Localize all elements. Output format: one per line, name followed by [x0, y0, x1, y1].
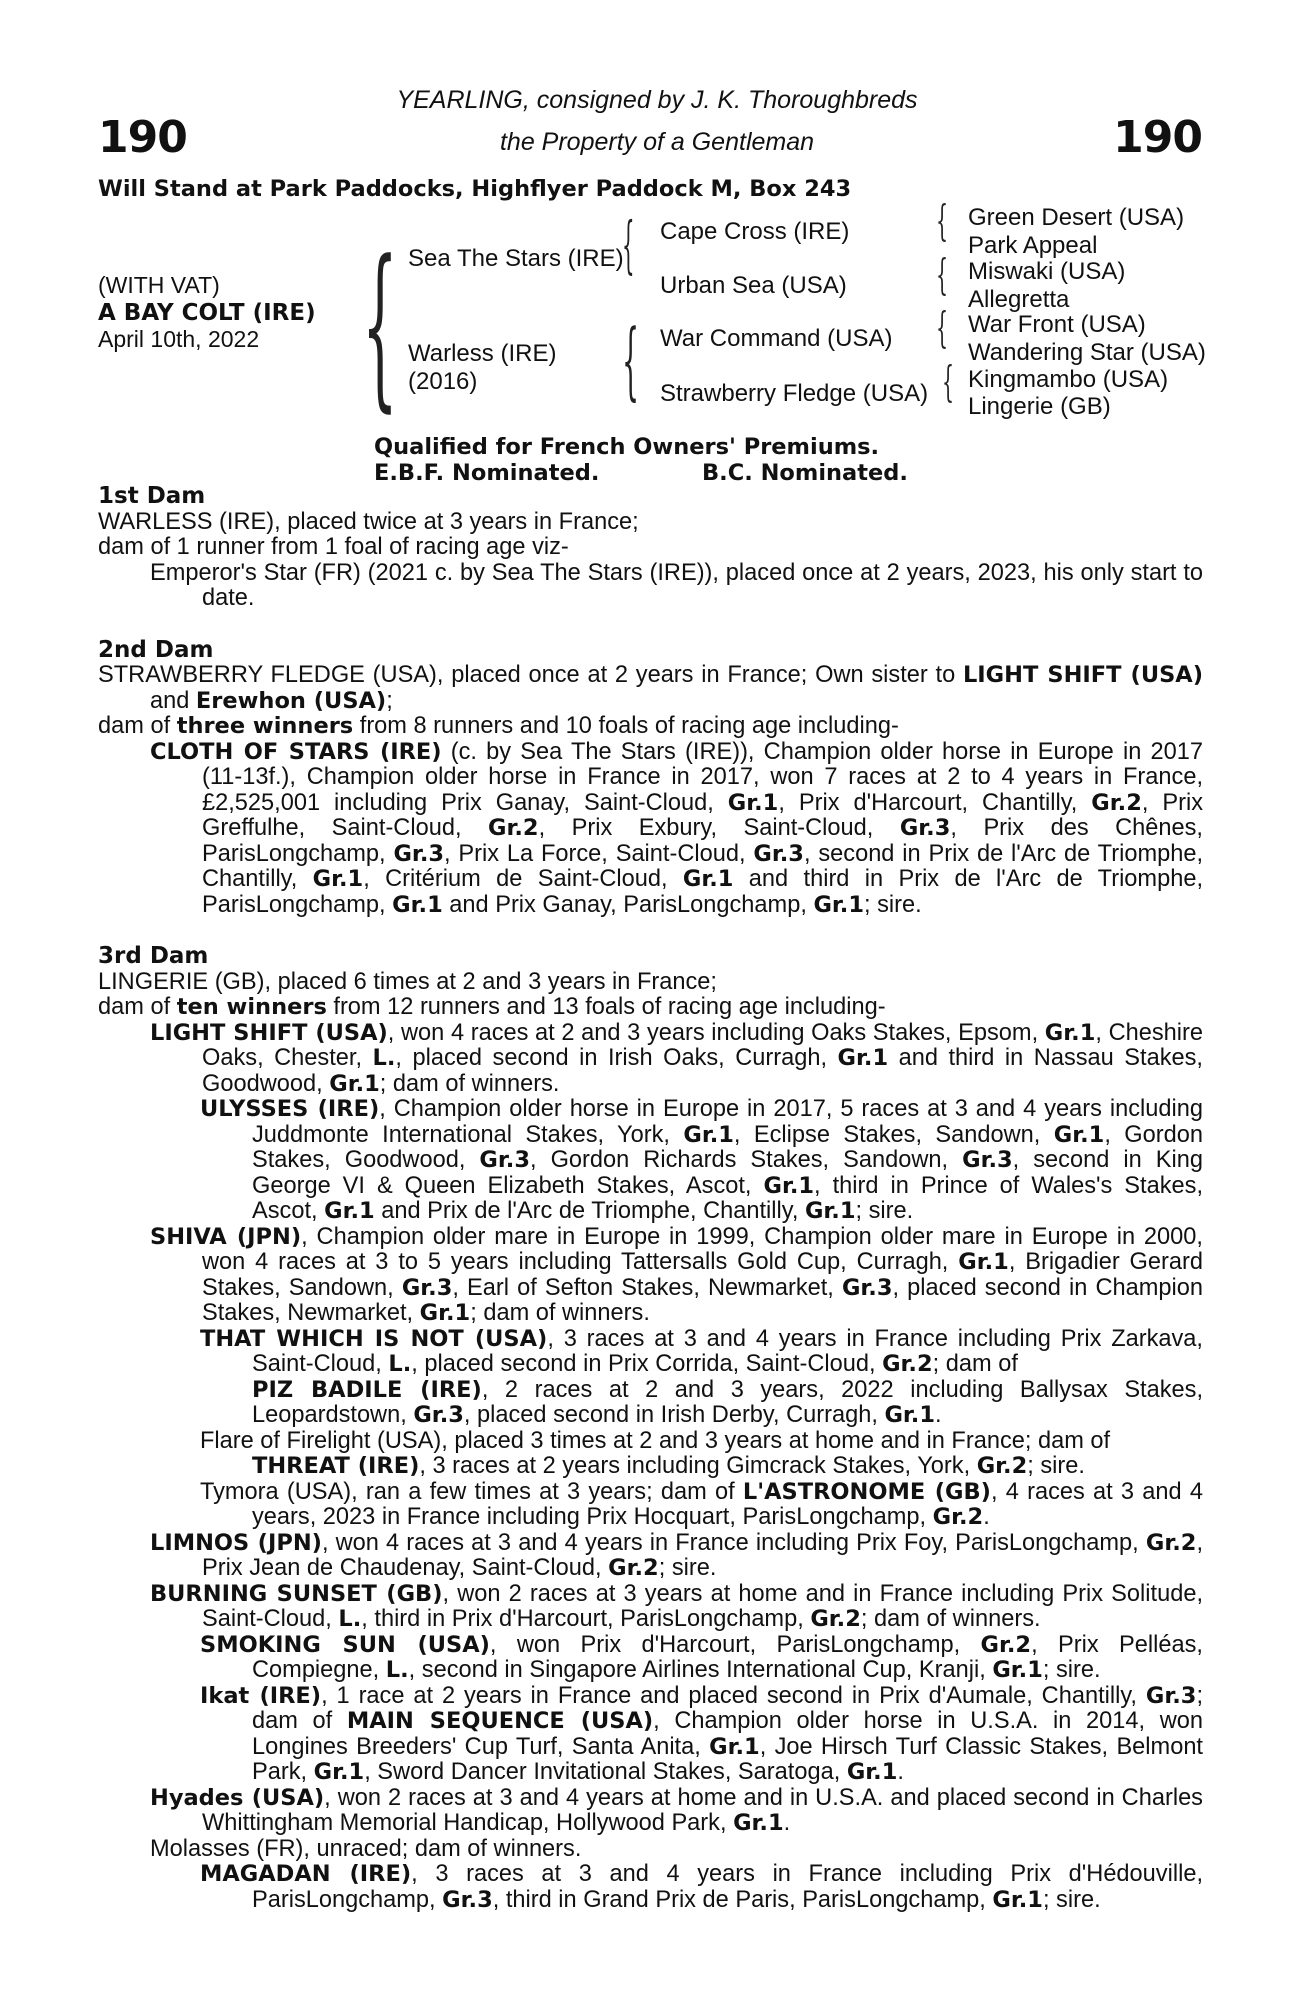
- brace-ss: {: [936, 196, 949, 245]
- pedigree-ss: Cape Cross (IRE): [660, 218, 850, 245]
- ikat-entry: Ikat (IRE), 1 race at 2 years in France and placed second in Prix d'Aumale, Chantilly, Gr.3; dam of MAIN SEQUENCE (USA), Champion older horse in U.S.A. in 2014, won Longines Breeders' Cup Turf, Santa Anita, Gr.1, Joe Hirsch Turf Classic Stakes, Belmont Park, Gr.1, Sword Dancer Invitational Stakes, Saratoga, Gr.1.: [200, 1682, 1203, 1785]
- pedigree-sdd: Allegretta: [968, 286, 1070, 313]
- third-dam-description: LINGERIE (GB), placed 6 times at 2 and 3 years in France;: [98, 968, 717, 995]
- pedigree-dam-year: (2016): [408, 368, 478, 395]
- second-dam-produce-summary: dam of three winners from 8 runners and 10 foals of racing age including-: [98, 713, 899, 739]
- shiva-entry: SHIVA (JPN), Champion older mare in Europe in 1999, Champion older mare in Europe in 2000, won 4 races at 3 to 5 years including Tattersalls Gold Cup, Curragh, Gr.1, Brigadier Gerard Stakes, Sandown, Gr.3, Earl of Sefton Stakes, Newmarket, Gr.3, placed second in Champion Stakes, Newmarket, Gr.1; dam of winners.: [150, 1223, 1203, 1326]
- molasses-entry: Molasses (FR), unraced; dam of winners.: [150, 1835, 582, 1862]
- first-dam-line-2: dam of 1 runner from 1 foal of racing age viz-: [98, 534, 569, 560]
- third-dam-heading: 3rd Dam: [98, 943, 209, 969]
- first-dam-produce: Emperor's Star (FR) (2021 c. by Sea The Stars (IRE)), placed once at 2 years, 2023, his only start to date.: [150, 559, 1203, 611]
- pedigree-sss: Green Desert (USA): [968, 204, 1185, 231]
- third-dam-produce-summary: dam of ten winners from 12 runners and 13 foals of racing age including-: [98, 994, 886, 1020]
- light-shift-entry: LIGHT SHIFT (USA), won 4 races at 2 and 3 years including Oaks Stakes, Epsom, Gr.1, Cheshire Oaks, Chester, L., placed second in Irish Oaks, Curragh, Gr.1 and third in Nassau Stakes, Goodwood, Gr.1; dam of winners.: [150, 1019, 1203, 1097]
- pedigree-ddd: Lingerie (GB): [968, 393, 1111, 420]
- brace-sire: {: [622, 208, 635, 281]
- pedigree-dds: Kingmambo (USA): [968, 366, 1169, 393]
- brace-ds: {: [936, 303, 949, 352]
- that-which-is-not-entry: THAT WHICH IS NOT (USA), 3 races at 3 and 4 years in France including Prix Zarkava, Saint-Cloud, L., placed second in Prix Corrida, Saint-Cloud, Gr.2; dam of PIZ BADILE (IRE), 2 races at 2 and 3 years, 2022 including Ballysax Stakes, Leopardstown, Gr.3, placed second in Irish Derby, Curragh, Gr.1.: [200, 1325, 1204, 1428]
- smoking-sun-entry: SMOKING SUN (USA), won Prix d'Harcourt, ParisLongchamp, Gr.2, Prix Pelléas, Compiegne, L., second in Singapore Airlines International Cup, Kranji, Gr.1; sire.: [200, 1631, 1203, 1683]
- pedigree-dss: War Front (USA): [968, 311, 1146, 338]
- magadan-entry: MAGADAN (IRE), 3 races at 3 and 4 years in France including Prix d'Hédouville, ParisLongchamp, Gr.3, third in Grand Prix de Paris, ParisLongchamp, Gr.1; sire.: [200, 1861, 1203, 1913]
- ulysses-entry: ULYSSES (IRE), Champion older horse in Europe in 2017, 5 races at 3 and 4 years including Juddmonte International Stakes, York, Gr.1, Eclipse Stakes, Sandown, Gr.1, Gordon Stakes, Goodwood, Gr.3, Gordon Richards Stakes, Sandown, Gr.3, second in King George VI & Queen Elizabeth Stakes, Ascot, Gr.1, third in Prince of Wales's Stakes, Ascot, Gr.1 and Prix de l'Arc de Triomphe, Chantilly, Gr.1; sire.: [200, 1096, 1203, 1224]
- pedigree-dam: Warless (IRE): [408, 340, 557, 367]
- lot-number-right: 190: [1113, 112, 1202, 163]
- first-dam-heading: 1st Dam: [98, 483, 206, 509]
- vat-note: (WITH VAT): [98, 272, 220, 298]
- tymora-entry: Tymora (USA), ran a few times at 3 years; dam of L'ASTRONOME (GB), 4 races at 3 and 4 years, 2023 in France including Prix Hocquart, ParisLongchamp, Gr.2.: [200, 1478, 1203, 1530]
- hyades-entry: Hyades (USA), won 2 races at 3 and 4 years at home and in U.S.A. and placed second in Charles Whittingham Memorial Handicap, Hollywood Park, Gr.1.: [150, 1784, 1203, 1836]
- pedigree-dsd: Wandering Star (USA): [968, 339, 1206, 366]
- stand-line: Will Stand at Park Paddocks, Highflyer Paddock M, Box 243: [98, 176, 852, 202]
- pedigree-sire: Sea The Stars (IRE): [408, 245, 624, 272]
- limnos-entry: LIMNOS (JPN), won 4 races at 3 and 4 years in France including Prix Foy, ParisLongchamp, Gr.2, Prix Jean de Chaudenay, Saint-Cloud, Gr.2; sire.: [150, 1529, 1203, 1581]
- lot-number-left: 190: [98, 112, 187, 163]
- brace-main: {: [362, 223, 398, 428]
- horse-dob: April 10th, 2022: [98, 326, 260, 352]
- burning-sunset-entry: BURNING SUNSET (GB), won 2 races at 3 years at home and in France including Prix Solitude, Saint-Cloud, L., third in Prix d'Harcourt, ParisLongchamp, Gr.2; dam of winners.: [150, 1580, 1204, 1632]
- pedigree-ds: War Command (USA): [660, 325, 893, 352]
- flare-of-firelight-entry: Flare of Firelight (USA), placed 3 times at 2 and 3 years at home and in France; dam of THREAT (IRE), 3 races at 2 years including Gimcrack Stakes, York, Gr.2; sire.: [200, 1427, 1111, 1479]
- pedigree-sds: Miswaki (USA): [968, 258, 1126, 285]
- cloth-of-stars-entry: CLOTH OF STARS (IRE) (c. by Sea The Stars (IRE)), Champion older horse in Europe in 2017 (11-13f.), Champion older horse in France in 2017, won 7 races at 2 to 4 years in France, £2,525,001 including Prix Ganay, Saint-Cloud, Gr.1, Prix d'Harcourt, Chantilly, Gr.2, Prix Greffulhe, Saint-Cloud, Gr.2, Prix Exbury, Saint-Cloud, Gr.3, Prix des Chênes, ParisLongchamp, Gr.3, Prix La Force, Saint-Cloud, Gr.3, second in Prix de l'Arc de Triomphe, Chantilly, Gr.1, Critérium de Saint-Cloud, Gr.1 and third in Prix de l'Arc de Triomphe, ParisLongchamp, Gr.1 and Prix Ganay, ParisLongchamp, Gr.1; sire.: [150, 738, 1204, 918]
- catalogue-body: [98, 484, 1203, 1913]
- pedigree-sd: Urban Sea (USA): [660, 272, 847, 299]
- consignor-line: YEARLING, consigned by J. K. Thoroughbreds: [396, 86, 918, 114]
- qualification-ebf: E.B.F. Nominated.: [374, 460, 600, 486]
- pedigree-ssd: Park Appeal: [968, 232, 1098, 259]
- brace-sd: {: [936, 250, 949, 299]
- pedigree-dd: Strawberry Fledge (USA): [660, 380, 929, 407]
- brace-dd: {: [942, 357, 955, 406]
- qualification-bc: B.C. Nominated.: [702, 460, 908, 486]
- second-dam-description: STRAWBERRY FLEDGE (USA), placed once at 2 years in France; Own sister to LIGHT SHIFT (USA) and Erewhon (USA);: [98, 662, 1203, 714]
- horse-name: A BAY COLT (IRE): [98, 300, 316, 326]
- first-dam-line-1: WARLESS (IRE), placed twice at 3 years in France;: [98, 508, 639, 535]
- second-dam-heading: 2nd Dam: [98, 636, 214, 663]
- brace-dam: {: [622, 311, 640, 409]
- qualification-premiums: Qualified for French Owners' Premiums.: [374, 434, 880, 460]
- property-line: the Property of a Gentleman: [499, 128, 815, 156]
